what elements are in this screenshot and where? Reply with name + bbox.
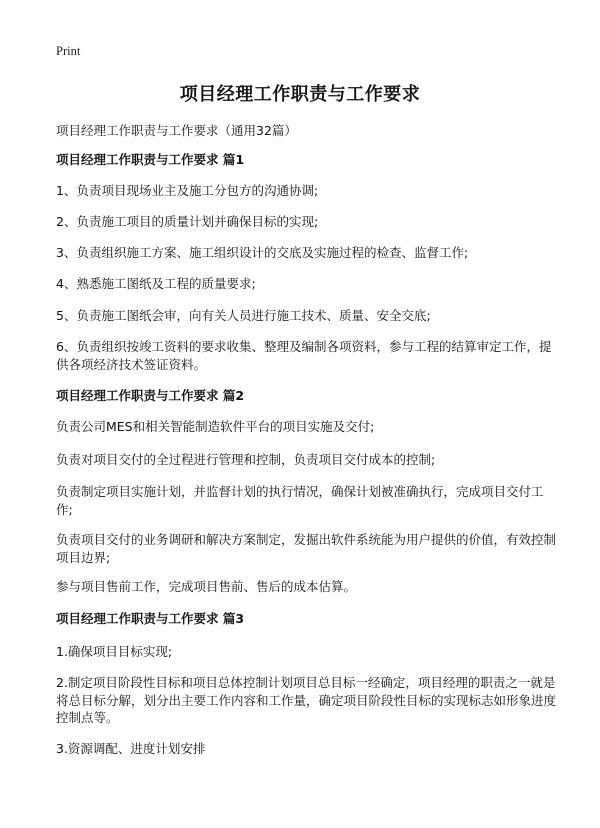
- list-item: 负责项目交付的业务调研和解决方案制定，发掘出软件系统能为用户提供的价值，有效控制项目边界;: [56, 532, 557, 565]
- print-link[interactable]: Print: [56, 44, 81, 58]
- page-title: 项目经理工作职责与工作要求: [179, 84, 421, 105]
- section-heading-2: 项目经理工作职责与工作要求 篇2: [56, 388, 245, 403]
- list-item: 参与项目售前工作，完成项目售前、售后的成本估算。: [56, 579, 357, 594]
- list-item: 1.确保项目目标实现;: [56, 644, 173, 659]
- list-item: 5、负责施工图纸会审，向有关人员进行施工技术、质量、安全交底;: [56, 308, 431, 323]
- section-heading-1: 项目经理工作职责与工作要求 篇1: [56, 152, 245, 167]
- list-item: 负责公司MES和相关智能制造软件平台的项目实施及交付;: [56, 419, 375, 434]
- section-heading-3: 项目经理工作职责与工作要求 篇3: [56, 611, 245, 626]
- list-item: 4、熟悉施工图纸及工程的质量要求;: [56, 276, 256, 291]
- doc-subtitle: 项目经理工作职责与工作要求（通用32篇）: [56, 123, 297, 138]
- list-item: 负责对项目交付的全过程进行管理和控制，负责项目交付成本的控制;: [56, 452, 436, 467]
- list-item: 3.资源调配、进度计划安排: [56, 741, 206, 756]
- list-item: 6、负责组织按竣工资料的要求收集、整理及编制各项资料，参与工程的结算审定工作，提供各项经济技术签证资料。: [56, 339, 552, 372]
- list-item: 3、负责组织施工方案、施工组织设计的交底及实施过程的检查、监督工作;: [56, 245, 469, 260]
- list-item: 负责制定项目实施计划，并监督计划的执行情况，确保计划被准确执行，完成项目交付工作;: [56, 484, 544, 517]
- list-item: 2、负责施工项目的质量计划并确保目标的实现;: [56, 214, 319, 229]
- list-item: 1、负责项目现场业主及施工分包方的沟通协调;: [56, 183, 319, 198]
- list-item: 2.制定项目阶段性目标和项目总体控制计划项目总目标一经确定，项目经理的职责之一就是将总目标分解，划分出主要工作内容和工作量，确定项目阶段性目标的实现标志如形象进度控制点等。: [56, 675, 557, 725]
